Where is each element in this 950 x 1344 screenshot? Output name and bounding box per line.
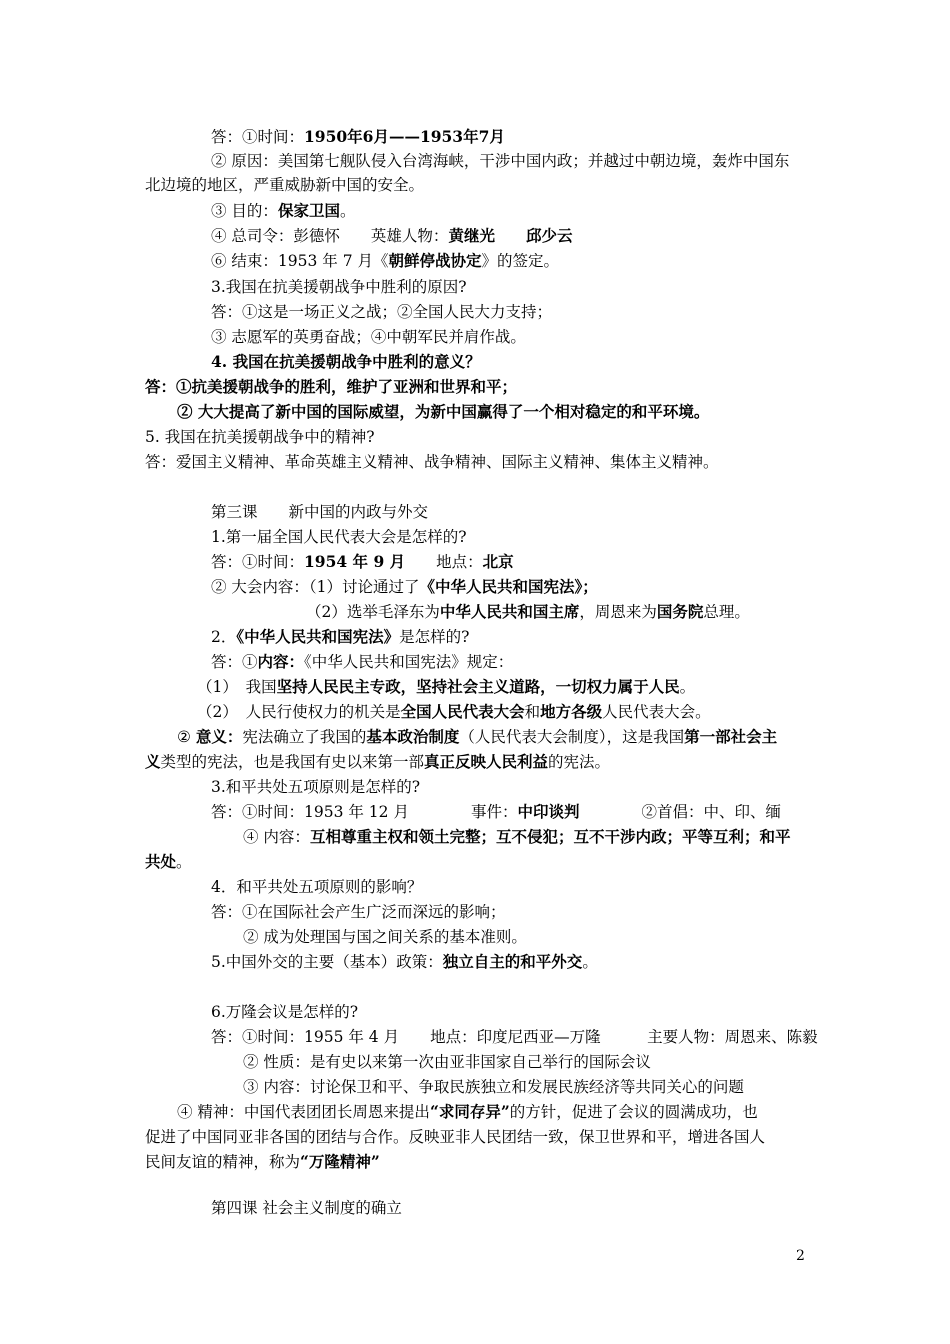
text-line: 4．和平共处五项原则的影响？	[211, 878, 423, 896]
text-line: 义类型的宪法，也是我国有史以来第一部真正反映人民利益的宪法。	[145, 752, 611, 771]
text-line: ③ 内容：讨论保卫和平、争取民族独立和发展民族经济等共同关心的问题	[243, 1078, 744, 1096]
text-line: ② 大会内容：（1）讨论通过了《中华人民共和国宪法》；	[211, 577, 598, 596]
text-line: 2．《中华人民共和国宪法》是怎样的?	[211, 627, 470, 646]
text-line: ③ 志愿军的英勇奋战；④中朝军民并肩作战。	[211, 328, 526, 346]
text-line: （1） 我国坚持人民民主专政，坚持社会主义道路，一切权力属于人民。	[197, 677, 696, 696]
text-line: ② 原因：美国第七舰队侵入台湾海峡，干涉中国内政；并越过中朝边境，轰炸中国东	[211, 152, 790, 170]
page-number: 2	[796, 1248, 805, 1264]
text-line: 答：爱国主义精神、革命英雄主义精神、战争精神、国际主义精神、集体主义精神。	[145, 453, 719, 471]
text-line: 答：①在国际社会产生广泛而深远的影响；	[211, 903, 506, 921]
text-line: ② 成为处理国与国之间关系的基本准则。	[243, 928, 527, 946]
text-line: 4. 我国在抗美援朝战争中胜利的意义？	[211, 352, 481, 371]
text-line: 3.和平共处五项原则是怎样的?	[211, 778, 421, 796]
text-line: （2） 人民行使权力的机关是全国人民代表大会和地方各级人民代表大会。	[197, 702, 711, 721]
text-line: ② 大大提高了新中国的国际威望，为新中国赢得了一个相对稳定的和平环境。	[177, 402, 710, 421]
text-line: ④ 精神：中国代表团团长周恩来提出“求同存异”的方针，促进了会议的圆满成功，也	[177, 1102, 758, 1121]
text-line: 1.第一届全国人民代表大会是怎样的?	[211, 528, 467, 546]
text-line: 答：①时间：1954 年 9 月 地点：北京	[211, 552, 514, 571]
text-line: （2）选举毛泽东为中华人民共和国主席，周恩来为国务院总理。	[306, 602, 750, 621]
text-line: 共处。	[145, 852, 192, 871]
text-line: 答：①内容：《中华人民共和国宪法》规定：	[211, 652, 514, 671]
text-line: 北边境的地区，严重威胁新中国的安全。	[145, 176, 425, 194]
text-line: ② 意义：宪法确立了我国的基本政治制度（人民代表大会制度），这是我国第一部社会主	[177, 727, 778, 746]
text-line: 答：①时间：1950年6月——1953年7月	[211, 127, 505, 146]
text-line: 答：①时间：1955 年 4 月 地点：印度尼西亚—万隆 主要人物：周恩来、陈毅	[211, 1028, 818, 1046]
text-line: 答：①时间：1953 年 12 月 事件：中印谈判 ②首倡：中、印、缅	[211, 802, 781, 821]
text-line: 答：①这是一场正义之战；②全国人民大力支持；	[211, 303, 553, 321]
text-line: ⑥ 结束：1953 年 7 月《朝鲜停战协定》的签定。	[211, 251, 560, 270]
text-line: ④ 内容：互相尊重主权和领土完整；互不侵犯；互不干涉内政；平等互利；和平	[243, 827, 791, 846]
text-line: ③ 目的：保家卫国。	[211, 201, 356, 220]
text-line: ② 性质：是有史以来第一次由亚非国家自己举行的国际会议	[243, 1053, 651, 1071]
text-line: 6.万隆会议是怎样的?	[211, 1003, 359, 1021]
text-line: 3.我国在抗美援朝战争中胜利的原因?	[211, 278, 467, 296]
text-line: 5. 我国在抗美援朝战争中的精神?	[145, 428, 375, 446]
text-line: 5.中国外交的主要（基本）政策：独立自主的和平外交。	[211, 952, 598, 971]
text-line: ④ 总司令：彭德怀 英雄人物：黄继光 邱少云	[211, 226, 573, 245]
text-line: 民间友谊的精神，称为“万隆精神”	[145, 1152, 380, 1171]
section-heading: 第四课 社会主义制度的确立	[211, 1199, 402, 1217]
text-line: 答：①抗美援朝战争的胜利，维护了亚洲和世界和平；	[145, 377, 518, 396]
section-heading: 第三课 新中国的内政与外交	[211, 503, 429, 521]
text-line: 促进了中国同亚非各国的团结与合作。反映亚非人民团结一致，保卫世界和平，增进各国人	[145, 1128, 766, 1146]
